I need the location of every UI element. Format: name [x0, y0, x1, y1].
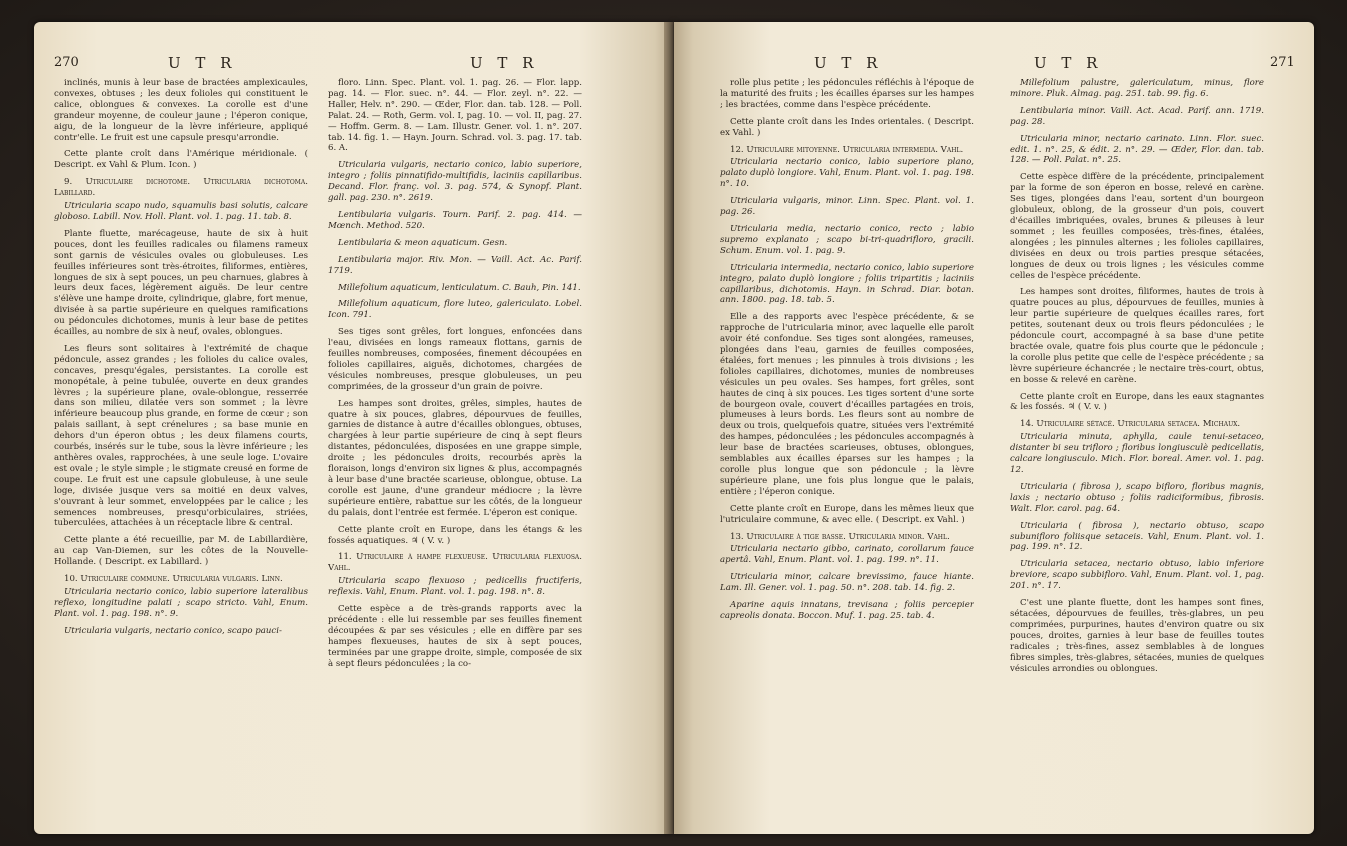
species-heading: 11. Utriculaire à hampe flexueuse. Utricularia flexuosa. Vahl.	[328, 552, 582, 574]
latin-citation: Millefolium palustre, galericulatum, minus, flore minore. Pluk. Almag. pag. 251. tab. 99. fig. 6.	[1010, 78, 1264, 99]
species-heading: 9. Utriculaire dichotome. Utricularia dichotoma. Labillard.	[54, 177, 308, 199]
text-paragraph: Elle a des rapports avec l'espèce précédente, & se rapproche de l'utricularia minor, avec laquelle elle paroît avoir été confondue. Ses tiges sont alongées, rameuses, plongées dans l'eau, garnies de feuilles composées, étalées, fort menues ; les pinnules à trois divisions ; les folioles capillaires, dichotomes, munies de nombreuses vésicules un peu ovales. Ses hampes, fort grêles, sont hautes de cinq à six pouces. Les tiges sortent d'une sorte de bourgeon ovale, couvert d'écailles partagées en trois, plumeuses à leurs bords. Les fleurs sont au nombre de deux ou trois, quelquefois quatre, situées vers l'extrémité des hampes, pédonculées ; les pédoncules accompagnés à leur base de bractées scarieuses, obtuses, oblongues, semblables aux écailles éparses sur les hampes ; la corolle plus longue que son pédoncule ; la lèvre supérieure plane, une fois plus longue que le palais, entière ; l'éperon conique.	[720, 312, 974, 497]
latin-citation: Utricularia nectario gibbo, carinato, corollarum fauce apertâ. Vahl, Enum. Plant. vol. 1. pag. 199. n°. 11.	[720, 544, 974, 566]
text-paragraph: inclinés, munis à leur base de bractées amplexicaules, convexes, obtuses ; les deux folioles qui constituent le calice, oblongues & convexes. La corolle est d'une grandeur moyenne, de couleur jaune ; l'éperon conique, aigu, de la longueur de la lèvre inférieure, appliqué contr'elle. Le fruit est une capsule presqu'arrondie.	[54, 78, 308, 143]
text-paragraph: Les fleurs sont solitaires à l'extrémité de chaque pédoncule, assez grandes ; les folioles du calice ovales, concaves, presqu'égales, persistantes. La corolle est monopétale, à peine tubulée, ouverte en deux grandes lèvres ; la supérieure plane, ovale-oblongue, resserrée dans son milieu, dilatée vers son sommet ; la lèvre inférieure beaucoup plus grande, en forme de cœur ; son palais saillant, à sept crénelures ; sa base munie en dehors d'un éperon obtus ; les deux filamens courts, courbés, insérés sur le tube, sous la lèvre inférieure ; les anthères ovales, rapprochées, à une seule loge. L'ovaire est ovale ; le style simple ; le stigmate creusé en forme de coupe. Le fruit est une capsule globuleuse, à une seule loge, divisée jusque vers sa moitié en deux valves, s'ouvrant à leur sommet, enveloppées par le calice ; les semences nombreuses, presqu'orbiculaires, striées, tuberculées, attachées à un réceptacle libre & central.	[54, 343, 308, 529]
text-paragraph: Cette plante croît en Europe, dans les eaux stagnantes & les fossés. ♃ ( V. v. )	[1010, 391, 1264, 413]
running-head-right-2: U T R	[1034, 54, 1103, 72]
text-paragraph: C'est une plante fluette, dont les hampes sont fines, sétacées, dépourvues de feuilles, très-glabres, un peu comprimées, purpurines, hautes d'environ quatre ou six pouces, droites, garnies à leur base de feuilles toutes radicales ; très-fines, assez semblables à de longues fibres simples, très-glabres, sétacées, munies de quelques vésicules arrondies ou oblongues.	[1010, 598, 1264, 674]
latin-citation: Utricularia nectario conico, labio superiore lateralibus reflexo, longitudine palati ; scapo stricto. Vahl, Enum. Plant. vol. 1. pag. 198. n°. 9.	[54, 586, 308, 619]
latin-citation: Utricularia minor, nectario carinato. Linn. Flor. suec. edit. 1. n°. 25, & édit. 2. n°. 29. — Œder, Flor. dan. tab. 128. — Poll. Palat. n°. 25.	[1010, 133, 1264, 166]
latin-citation: Utricularia scapo nudo, squamulis basi solutis, calcare globoso. Labill. Nov. Holl. Plant. vol. 1. pag. 11. tab. 8.	[54, 201, 308, 222]
right-column-1	[720, 78, 974, 818]
latin-citation: Millefolium aquaticum, lenticulatum. C. Bauh, Pin. 141.	[338, 282, 581, 293]
latin-citation: Utricularia vulgaris, nectario conico, scapo pauci-	[64, 625, 282, 636]
latin-citation: Utricularia intermedia, nectario conico, labio superiore integro, palato duplò longiore ; foliis tripartitis ; laciniis capillaribus, dichotomis. Hayn. in Schrad. Diar. botan. ann. 1800. pag. 18. tab. 5.	[720, 262, 974, 306]
right-column-2	[1010, 78, 1264, 818]
latin-citation: Utricularia vulgaris, minor. Linn. Spec. Plant. vol. 1. pag. 26.	[720, 196, 974, 218]
latin-citation: Aparine aquis innatans, trevisana ; foliis percepier capreolis donata. Boccon. Muf. 1. pag. 25. tab. 4.	[720, 600, 974, 621]
text-paragraph: floro. Linn. Spec. Plant. vol. 1. pag. 26. — Flor. lapp. pag. 14. — Flor. suec. n°. 44. — Flor. zeyl. n°. 22. — Haller, Helv. n°. 290. — Œder, Flor. dan. tab. 128. — Poll. Palat. 24. — Roth, Germ. vol. I, pag. 10. — vol. II, pag. 27. — Hoffm. Germ. 8. — Lam. Illustr. Gener. vol. 1. n°. 207. tab. 14. fig. 1. — Hayn. Journ. Schrad. vol. 3. pag. 17. tab. 6. A.	[328, 78, 582, 154]
latin-citation: Utricularia minor, calcare brevissimo, fauce hiante. Lam. Ill. Gener. vol. 1. pag. 50. n°. 208. tab. 14. fig. 2.	[720, 572, 974, 594]
page-number-left: 270	[54, 55, 79, 70]
text-paragraph: Cette plante croît en Europe, dans les étangs & les fossés aquatiques. ♃ ( V. v. )	[328, 524, 582, 546]
species-heading: 10. Utriculaire commune. Utricularia vulgaris. Linn.	[64, 574, 283, 585]
latin-citation: Utricularia nectario conico, labio superiore plano, palato duplò longiore. Vahl, Enum. Plant. vol. 1. pag. 198. n°. 10.	[720, 157, 974, 190]
right-page	[674, 22, 1314, 834]
latin-citation: Utricularia vulgaris, nectario conico, labio superiore, integro ; foliis pinnatifido-multifidis, laciniis capillaribus. Decand. Flor. franç. vol. 3. pag. 574, & Synopf. Plant. gall. pag. 230. n°. 2619.	[328, 160, 582, 204]
latin-citation: Lentibularia vulgaris. Tourn. Parif. 2. pag. 414. — Mœnch. Method. 520.	[328, 209, 582, 231]
left-column-1	[54, 78, 308, 818]
text-paragraph: Cette espèce a de très-grands rapports avec la précédente : elle lui ressemble par ses feuilles finement découpées & par ses vésicules ; elle en diffère par ses hampes flexueuses, hautes de six à sept pouces, terminées par une grappe droite, simple, composée de six à sept fleurs pédonculées ; la co-	[328, 604, 582, 669]
species-heading: 13. Utriculaire à tige basse. Utricularia minor. Vahl.	[730, 531, 950, 542]
latin-citation: Lentibularia major. Riv. Mon. — Vaill. Act. Ac. Parif. 1719.	[328, 254, 582, 276]
text-paragraph: Cette plante croît dans l'Amérique méridionale. ( Descript. ex Vahl & Plum. Icon. )	[54, 149, 308, 171]
left-page	[34, 22, 674, 834]
text-paragraph: Cette plante croît dans les Indes orientales. ( Descript. ex Vahl. )	[720, 116, 974, 138]
latin-citation: Utricularia minuta, aphylla, caule tenui-setaceo, distanter bi seu trifloro ; floribus longiusculè pedicellatis, calcare longiusculo. Mich. Flor. boreal. Amer. vol. 1. pag. 12.	[1010, 432, 1264, 475]
text-paragraph: Cette plante croît en Europe, dans les mêmes lieux que l'utriculaire commune, & avec elle. ( Descript. ex Vahl. )	[720, 503, 974, 525]
text-paragraph: Plante fluette, marécageuse, haute de six à huit pouces, dont les feuilles radicales ou filamens rameux sont garnis de vésicules ovales ou globuleuses. Les feuilles inférieures sont très-étroites, filiformes, entières, longues de six à sept pouces, un peu charnues, glabres à leurs deux faces, légèrement aiguës. De leur centre s'élève une hampe droite, cylindrique, glabre, fort menue, divisée à sa partie supérieure en quelques ramifications ou pédoncules dichotomes, munis à leur base de petites écailles, au nombre de six à neuf, ovales, oblongues.	[54, 228, 308, 338]
running-head-left-1: U T R	[168, 54, 237, 72]
text-paragraph: Ses tiges sont grêles, fort longues, enfoncées dans l'eau, divisées en longs rameaux flottans, garnis de feuilles nombreuses, composées, finement découpées en folioles capillaires, aiguës, dichotomes, chargées de vésicules nombreuses, presque globuleuses, un peu comprimées, de la grosseur d'un grain de poivre.	[328, 327, 582, 392]
text-paragraph: Les hampes sont droites, filiformes, hautes de trois à quatre pouces au plus, dépourvues de feuilles, munies à leur partie supérieure de quelques écailles rares, fort petites, soutenant deux ou trois fleurs pédonculées ; le pédoncule court, accompagné à sa base d'une petite bractée ovale, quatre fois plus courte que le pédoncule ; la corolle plus petite que celle de l'espèce précédente ; sa lèvre supérieure échancrée ; le nectaire très-court, obtus, en bosse & relevé en carène.	[1010, 287, 1264, 385]
latin-citation: Utricularia scapo flexuoso ; pedicellis fructiferis, reflexis. Vahl, Enum. Plant. vol. 1. pag. 198. n°. 8.	[328, 576, 582, 598]
text-paragraph: Cette espèce diffère de la précédente, principalement par la forme de son éperon en bosse, relevé en carène. Ses tiges, plongées dans l'eau, sortent d'un bourgeon globuleux, oblong, de la grosseur d'un pois, couvert d'écailles imbriquées, ovales, brunes & pileuses à leur sommet ; les feuilles composées, très-fines, étalées, alongées ; les pinnules alternes ; les folioles capillaires, divisées en deux ou trois parties presque sétacées, longues de deux ou trois lignes ; les vésicules comme celles de l'espèce précédente.	[1010, 172, 1264, 281]
latin-citation: Utricularia ( fibrosa ), nectario obtuso, scapo subunifloro foliisque setaceis. Vahl, Enum. Plant. vol. 1. pag. 199. n°. 12.	[1010, 520, 1264, 553]
latin-citation: Utricularia setacea, nectario obtuso, labio inferiore breviore, scapo subbifloro. Vahl, Enum. Plant. vol. 1, pag. 201. n°. 17.	[1010, 559, 1264, 592]
running-head-right-1: U T R	[814, 54, 883, 72]
running-head-left-2: U T R	[470, 54, 539, 72]
latin-citation: Utricularia media, nectario conico, recto ; labio supremo explanato ; scapo bi-tri-quadrifloro, gracili. Schum. Enum. vol. 1. pag. 9.	[720, 223, 974, 256]
species-heading: 12. Utriculaire mitoyenne. Utricularia intermedia. Vahl.	[730, 144, 964, 155]
page-number-right: 271	[1270, 55, 1295, 70]
text-paragraph: rolle plus petite ; les pédoncules réfléchis à l'époque de la maturité des fruits ; les écailles éparses sur les hampes ; les bractées, comme dans l'espèce précédente.	[720, 78, 974, 110]
latin-citation: Utricularia ( fibrosa ), scapo bifloro, floribus magnis, laxis ; nectario obtuso ; foliis radiciformibus, fibrosis. Walt. Flor. carol. pag. 64.	[1010, 481, 1264, 514]
text-paragraph: Les hampes sont droites, grêles, simples, hautes de quatre à six pouces, glabres, dépourvues de feuilles, garnies de distance à autre d'écailles oblongues, obtuses, chargées à leur partie supérieure de cinq à sept fleurs distantes, pédonculées, disposées en une grappe simple, droite ; les pédoncules droits, recourbés après la floraison, longs d'environ six lignes & plus, accompagnés à leur base d'une bractée scarieuse, oblongue, obtuse. La corolle est jaune, d'une grandeur médiocre ; la lèvre supérieure entière, rabattue sur les côtés, de la longueur du palais, dont l'entrée est fermée. L'éperon est conique.	[328, 398, 582, 518]
latin-citation: Lentibularia & meon aquaticum. Gesn.	[338, 237, 508, 248]
text-paragraph: Cette plante a été recueillie, par M. de Labillardière, au cap Van-Diemen, sur les côtes de la Nouvelle-Hollande. ( Descript. ex Labillard. )	[54, 535, 308, 568]
species-heading: 14. Utriculaire sétacé. Utricularia setacea. Michaux.	[1020, 419, 1241, 430]
latin-citation: Lentibularia minor. Vaill. Act. Acad. Parif. ann. 1719. pag. 28.	[1010, 105, 1264, 127]
latin-citation: Millefolium aquaticum, flore luteo, galericulato. Lobel. Icon. 791.	[328, 299, 582, 321]
left-column-2	[328, 78, 582, 818]
